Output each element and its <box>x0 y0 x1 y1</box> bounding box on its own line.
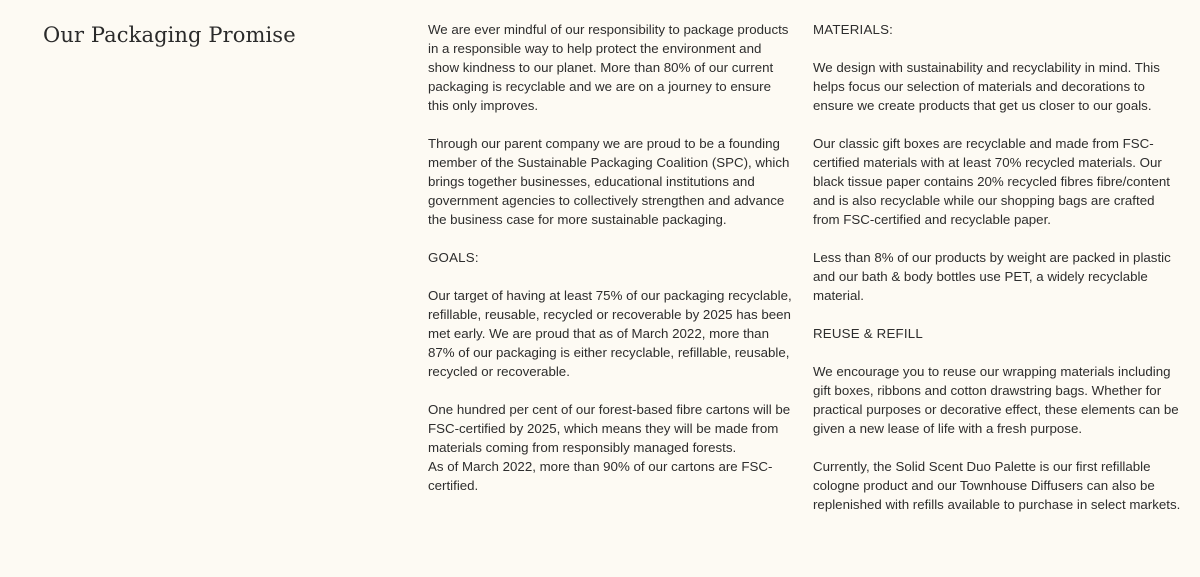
reuse-refill-heading: REUSE & REFILL <box>813 326 923 341</box>
goals-target-paragraph: Our target of having at least 75% of our packaging recyclable, refillable, reusable, recycled or recoverable by 2025 has been met early. We are proud that as of March 2022, more than 87% of our packaging is either recyclable, refillable, reusable, recycled or recoverable. <box>428 288 792 379</box>
left-column <box>428 20 793 514</box>
materials-heading: MATERIALS: <box>813 22 894 37</box>
materials-boxes-paragraph: Our classic gift boxes are recyclable and made from FSC-certified materials with at least 70% recycled materials. Our black tissue paper contains 20% recycled fibres fibre/content and is also recyclable while our shopping bags are crafted from FSC-certified and recyclable paper. <box>813 136 1170 227</box>
page-title: Our Packaging Promise <box>43 23 296 47</box>
right-column <box>813 20 1183 533</box>
goals-heading: GOALS: <box>428 250 479 265</box>
intro-paragraph: We are ever mindful of our responsibility to package products in a responsible way to help protect the environment and show kindness to our planet. More than 80% of our current packaging is recyclable and we are on a journey to ensure this only improves. <box>428 22 789 113</box>
reuse-wrapping-paragraph: We encourage you to reuse our wrapping materials including gift boxes, ribbons and cotton drawstring bags. Whether for practical purposes or decorative effect, these elements can be given a new lease of life with a fresh purpose. <box>813 364 1179 436</box>
materials-design-paragraph: We design with sustainability and recyclability in mind. This helps focus our selection of materials and decorations to ensure we create products that get us closer to our goals. <box>813 60 1160 113</box>
reuse-refill-paragraph: Currently, the Solid Scent Duo Palette is our first refillable cologne product and our Townhouse Diffusers can also be replenished with refills available to purchase in select markets. <box>813 459 1181 512</box>
goals-fsc-status-paragraph: As of March 2022, more than 90% of our cartons are FSC-certified. <box>428 459 773 493</box>
spc-paragraph: Through our parent company we are proud to be a founding member of the Sustainable Packaging Coalition (SPC), which brings together businesses, educational institutions and government agencies to collectively strengthen and advance the business case for more sustainable packaging. <box>428 136 790 227</box>
materials-plastic-paragraph: Less than 8% of our products by weight are packed in plastic and our bath & body bottles use PET, a widely recyclable material. <box>813 250 1171 303</box>
goals-fsc-paragraph: One hundred per cent of our forest-based fibre cartons will be FSC-certified by 2025, which means they will be made from materials coming from responsibly managed forests. <box>428 402 791 455</box>
